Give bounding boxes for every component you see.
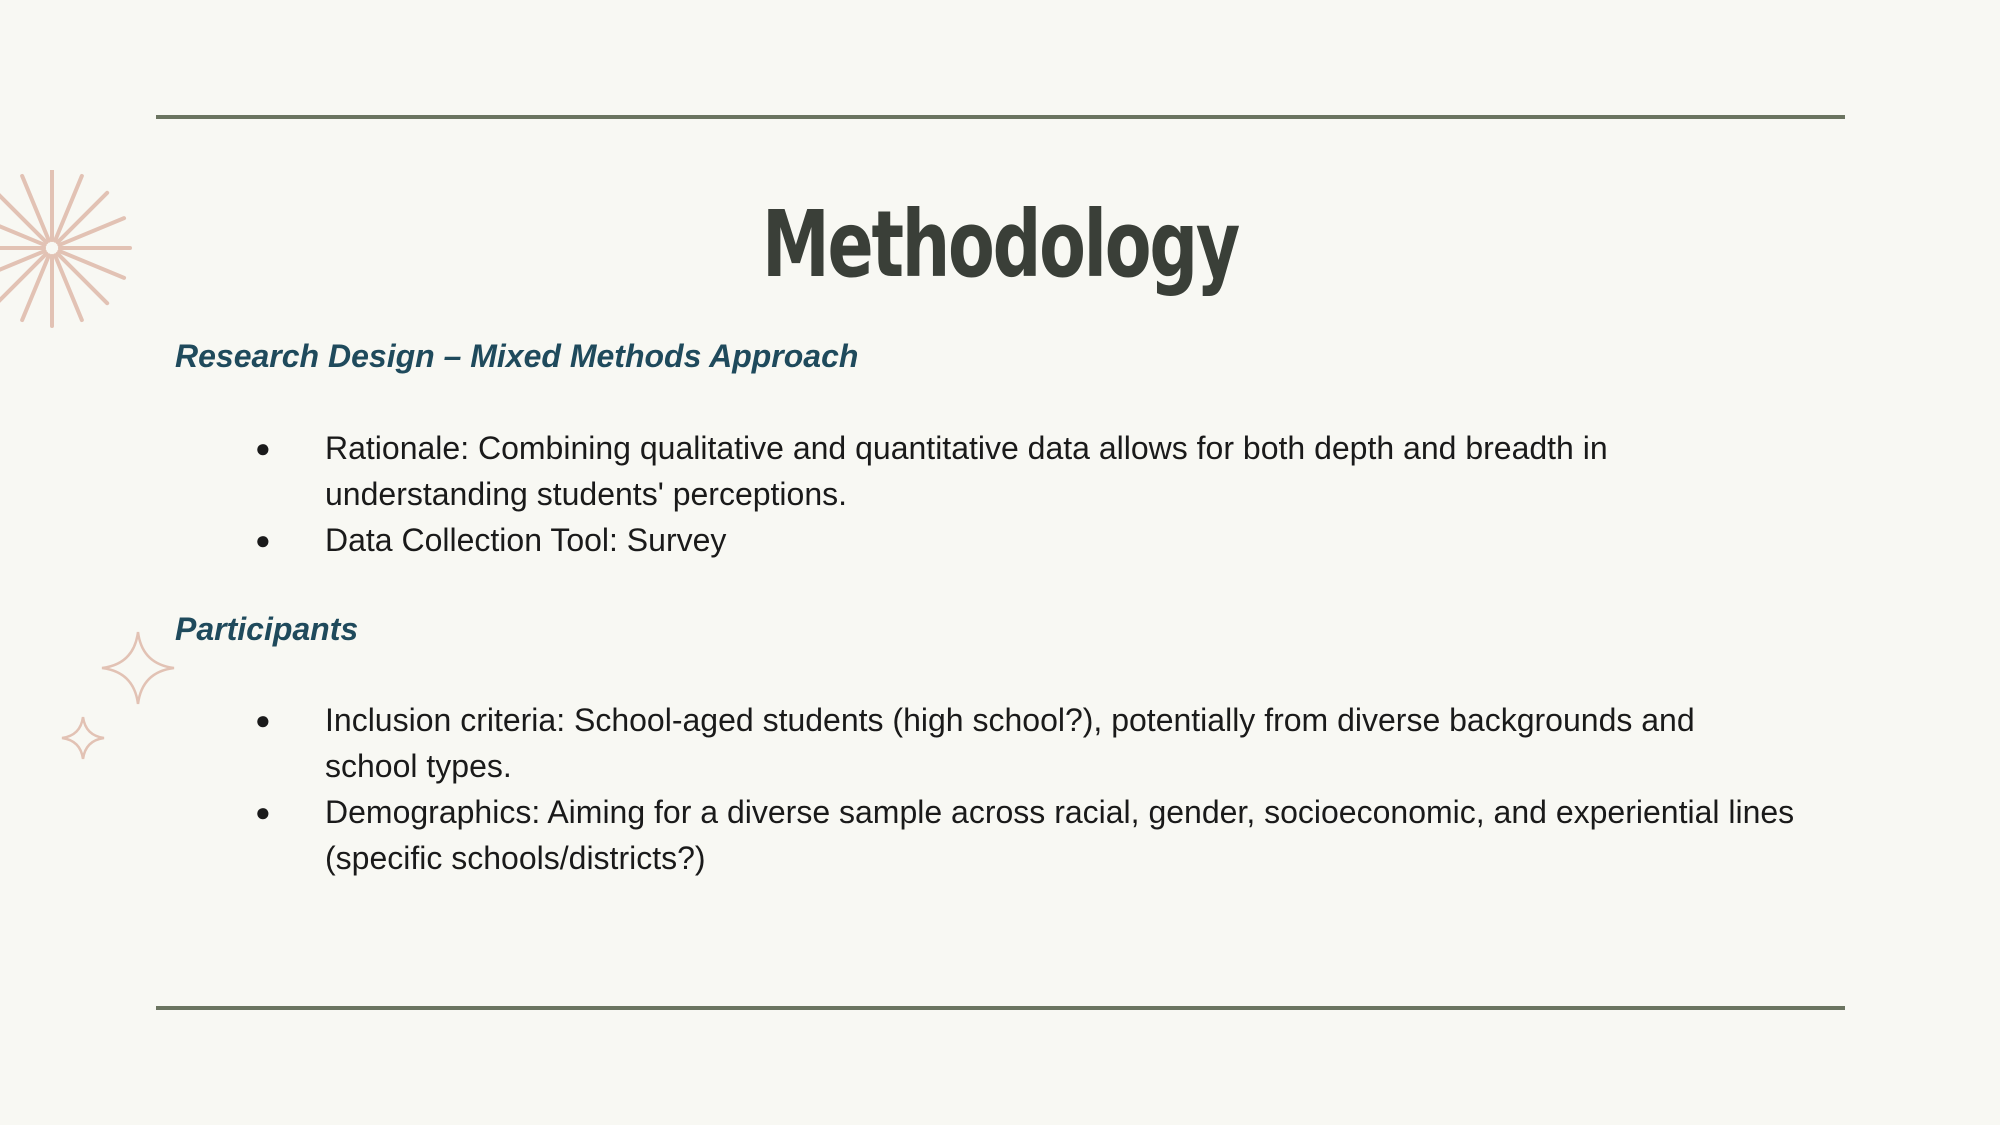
bullet-dot: ● bbox=[255, 525, 271, 555]
sunburst-icon bbox=[0, 170, 140, 330]
top-divider bbox=[156, 115, 1845, 119]
bullet-dot: ● bbox=[255, 433, 271, 463]
bullet-dot: ● bbox=[255, 797, 271, 827]
sparkle-star-icon bbox=[100, 630, 176, 706]
list-item bbox=[0, 697, 1795, 789]
list-item bbox=[0, 517, 1795, 563]
bullet-text: Demographics: Aiming for a diverse sample across racial, gender, socioeconomic, and experiential lines (specific schools/districts?) bbox=[325, 794, 1795, 876]
bullet-text: Data Collection Tool: Survey bbox=[325, 522, 727, 558]
list-item bbox=[0, 789, 1795, 881]
section-heading-participants: Participants bbox=[175, 611, 359, 647]
list-item bbox=[0, 425, 1795, 517]
bottom-divider bbox=[156, 1006, 1845, 1010]
slide-title: Methodology bbox=[761, 190, 1239, 298]
section-heading-research-design: Research Design – Mixed Methods Approach bbox=[175, 338, 859, 374]
bullet-text: Inclusion criteria: School-aged students (high school?), potentially from diverse backgrounds and school types. bbox=[325, 702, 1695, 784]
bullet-dot: ● bbox=[255, 705, 271, 735]
bullet-list-participants bbox=[0, 697, 2000, 881]
bullet-text: Rationale: Combining qualitative and quantitative data allows for both depth and breadth in understanding students' perceptions. bbox=[325, 430, 1608, 512]
bullet-list-research-design bbox=[0, 425, 2000, 563]
